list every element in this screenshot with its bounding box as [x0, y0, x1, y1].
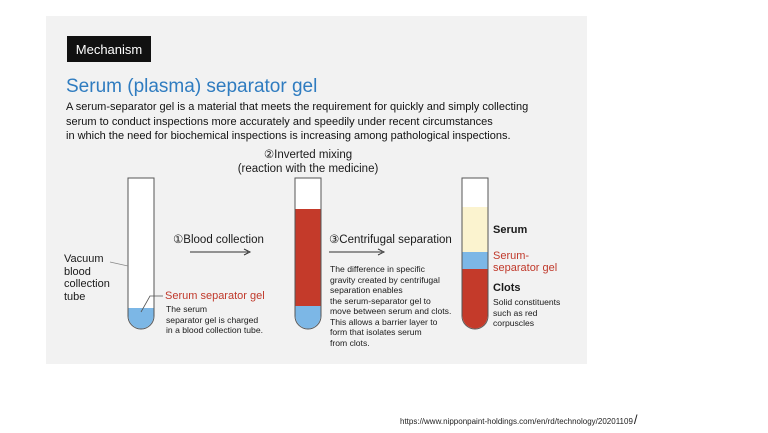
serum-gel-label: [493, 250, 557, 274]
centrifugal-note-line: move between serum and clots.: [330, 306, 452, 316]
gel-note-line: The serum: [166, 304, 208, 314]
tube-label-line: Vacuum: [64, 253, 104, 265]
description-line: A serum-separator gel is a material that meets the requirement for quickly and simply collecting: [66, 101, 529, 113]
arrow-blood-collection: [190, 249, 250, 255]
url-slash-mark: /: [633, 412, 638, 427]
gel-label: Serum separator gel: [165, 290, 265, 302]
tube-label: [64, 253, 110, 303]
serum-gel-label-line: Serum-: [493, 250, 530, 262]
gel-note-line: in a blood collection tube.: [166, 325, 263, 335]
tube-separated: [462, 178, 488, 329]
source-url[interactable]: [400, 412, 638, 427]
centrifugal-note-line: gravity created by centrifugal: [330, 274, 440, 285]
clots-note-line: Solid constituents: [493, 297, 561, 307]
tube-label-line: tube: [64, 290, 86, 303]
page-title: Serum (plasma) separator gel: [66, 76, 318, 97]
mechanism-badge: Mechanism: [67, 36, 151, 62]
step-blood-collection: ①Blood collection: [173, 234, 264, 246]
tube-vacuum: [128, 178, 154, 329]
centrifugal-note-line: the serum-separator gel to: [330, 295, 431, 306]
description-line: serum to conduct inspections more accurately and speedily under recent circumstances: [66, 115, 493, 128]
serum-gel-label-line: separator gel: [493, 262, 558, 274]
description-line: in which the need for biochemical inspections is increasing among pathological inspections.: [66, 130, 511, 142]
centrifugal-note-line: separation enables: [330, 285, 403, 295]
step-inverted-mixing: [236, 149, 380, 176]
centrifugal-note-line: form that isolates serum: [330, 327, 422, 337]
tube-label-line: collection: [64, 278, 110, 290]
centrifugal-note-line: The difference in specific: [330, 264, 425, 274]
step-centrifugal-separation: ③Centrifugal separation: [329, 234, 452, 246]
clots-label: Clots: [493, 282, 521, 294]
tube-label-line: blood: [64, 265, 91, 278]
clots-note-line: such as red: [493, 307, 538, 318]
serum-fill: [463, 207, 488, 252]
source-url-text[interactable]: https://www.nipponpaint-holdings.com/en/rd/technology/20201109: [400, 417, 633, 426]
tube-blood: [295, 178, 321, 329]
arrow-centrifugal: [329, 249, 384, 255]
serum-label: Serum: [493, 224, 528, 236]
centrifugal-note: [330, 264, 451, 348]
step2-line: (reaction with the medicine): [237, 162, 379, 175]
clots-note: [493, 297, 560, 329]
blood-fill: [296, 209, 321, 306]
tube-leader-line: [110, 262, 128, 266]
centrifugal-note-line: from clots.: [330, 337, 370, 348]
gel-note-line: separator gel is charged: [166, 314, 259, 325]
gel-note: [166, 304, 263, 336]
gel-fill: [463, 252, 488, 269]
clots-fill: [463, 269, 488, 329]
centrifugal-note-line: This allows a barrier layer to: [330, 316, 438, 327]
clots-note-line: corpuscles: [493, 318, 535, 328]
step2-line: ②Inverted mixing: [263, 149, 353, 161]
